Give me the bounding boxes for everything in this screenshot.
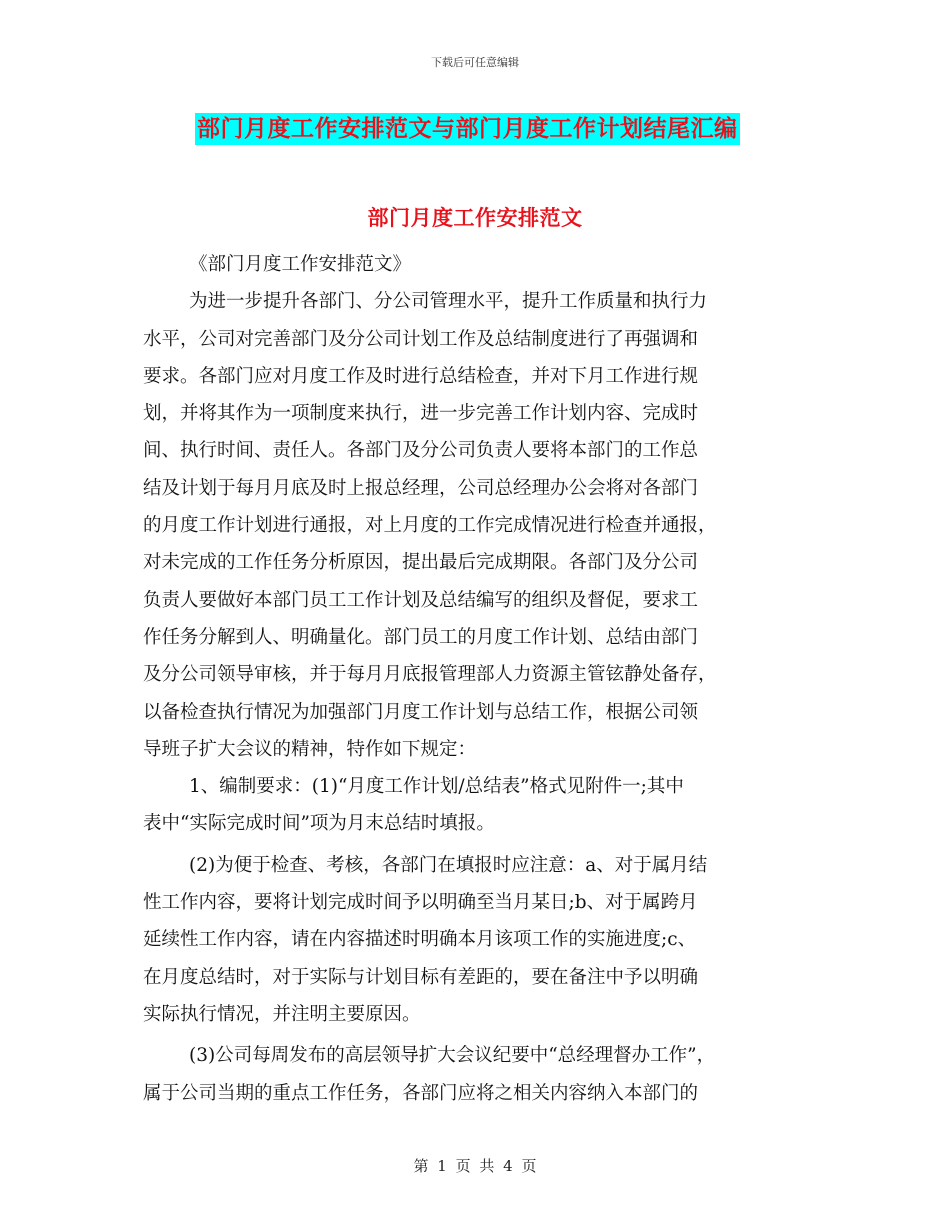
doc-reference-title: 《部门月度工作安排范文》 xyxy=(189,254,412,275)
paragraph-line: 负责人要做好本部门员工工作计划及总结编写的组织及督促，要求工 xyxy=(143,589,699,611)
paragraph-line: (3)公司每周发布的高层领导扩大会议纪要中“总经理督办工作”， xyxy=(189,1045,716,1067)
paragraph-line: 间、执行时间、责任人。各部门及分公司负责人要将本部门的工作总 xyxy=(143,440,699,462)
paragraph-line: 水平，公司对完善部门及分公司计划工作及总结制度进行了再强调和 xyxy=(143,328,699,350)
paragraph-line: 划，并将其作为一项制度来执行，进一步完善工作计划内容、完成时 xyxy=(143,403,699,425)
paragraph-line: 结及计划于每月月底及时上报总经理，公司总经理办公会将对各部门 xyxy=(143,477,699,499)
paragraph-line: 要求。各部门应对月度工作及时进行总结检查，并对下月工作进行规 xyxy=(143,365,699,387)
paragraph-line: (2)为便于检查、考核，各部门在填报时应注意：a、对于属月结 xyxy=(189,854,708,876)
paragraph-line: 导班子扩大会议的精神，特作如下规定： xyxy=(143,738,477,760)
section-title: 部门月度工作安排范文 xyxy=(367,205,583,230)
paragraph-line: 对未完成的工作任务分析原因，提出最后完成期限。各部门及分公司 xyxy=(143,552,699,574)
paragraph-line: 实际执行情况，并注明主要原因。 xyxy=(143,1003,421,1025)
paragraph-line: 作任务分解到人、明确量化。部门员工的月度工作计划、总结由部门 xyxy=(143,626,699,648)
paragraph-line: 及分公司领导审核，并于每月月底报管理部人力资源主管铉静处备存， xyxy=(143,664,717,686)
header-note: 下载后可任意编辑 xyxy=(431,56,519,69)
paragraph-line: 性工作内容，要将计划完成时间予以明确至当月某日;b、对于属跨月 xyxy=(143,892,698,914)
paragraph-line: 的月度工作计划进行通报，对上月度的工作完成情况进行检查并通报， xyxy=(143,515,717,537)
paragraph-line: 表中“实际完成时间”项为月末总结时填报。 xyxy=(143,813,495,835)
paragraph-line: 属于公司当期的重点工作任务，各部门应将之相关内容纳入本部门的 xyxy=(143,1082,699,1104)
paragraph-line: 延续性工作内容，请在内容描述时明确本月该项工作的实施进度;c、 xyxy=(143,929,697,951)
page-footer: 第 1 页 共 4 页 xyxy=(413,1157,537,1175)
paragraph-line: 在月度总结时，对于实际与计划目标有差距的，要在备注中予以明确 xyxy=(143,966,699,988)
paragraph-line: 以备检查执行情况为加强部门月度工作计划与总结工作，根据公司领 xyxy=(143,701,699,723)
main-title-highlight xyxy=(195,113,740,145)
paragraph-line: 为进一步提升各部门、分公司管理水平，提升工作质量和执行力 xyxy=(189,291,708,313)
paragraph-line: 1、编制要求：(1)“月度工作计划/总结表”格式见附件一;其中 xyxy=(189,776,684,798)
main-title: 部门月度工作安排范文与部门月度工作计划结尾汇编 xyxy=(197,115,738,142)
document-body xyxy=(143,246,803,1112)
